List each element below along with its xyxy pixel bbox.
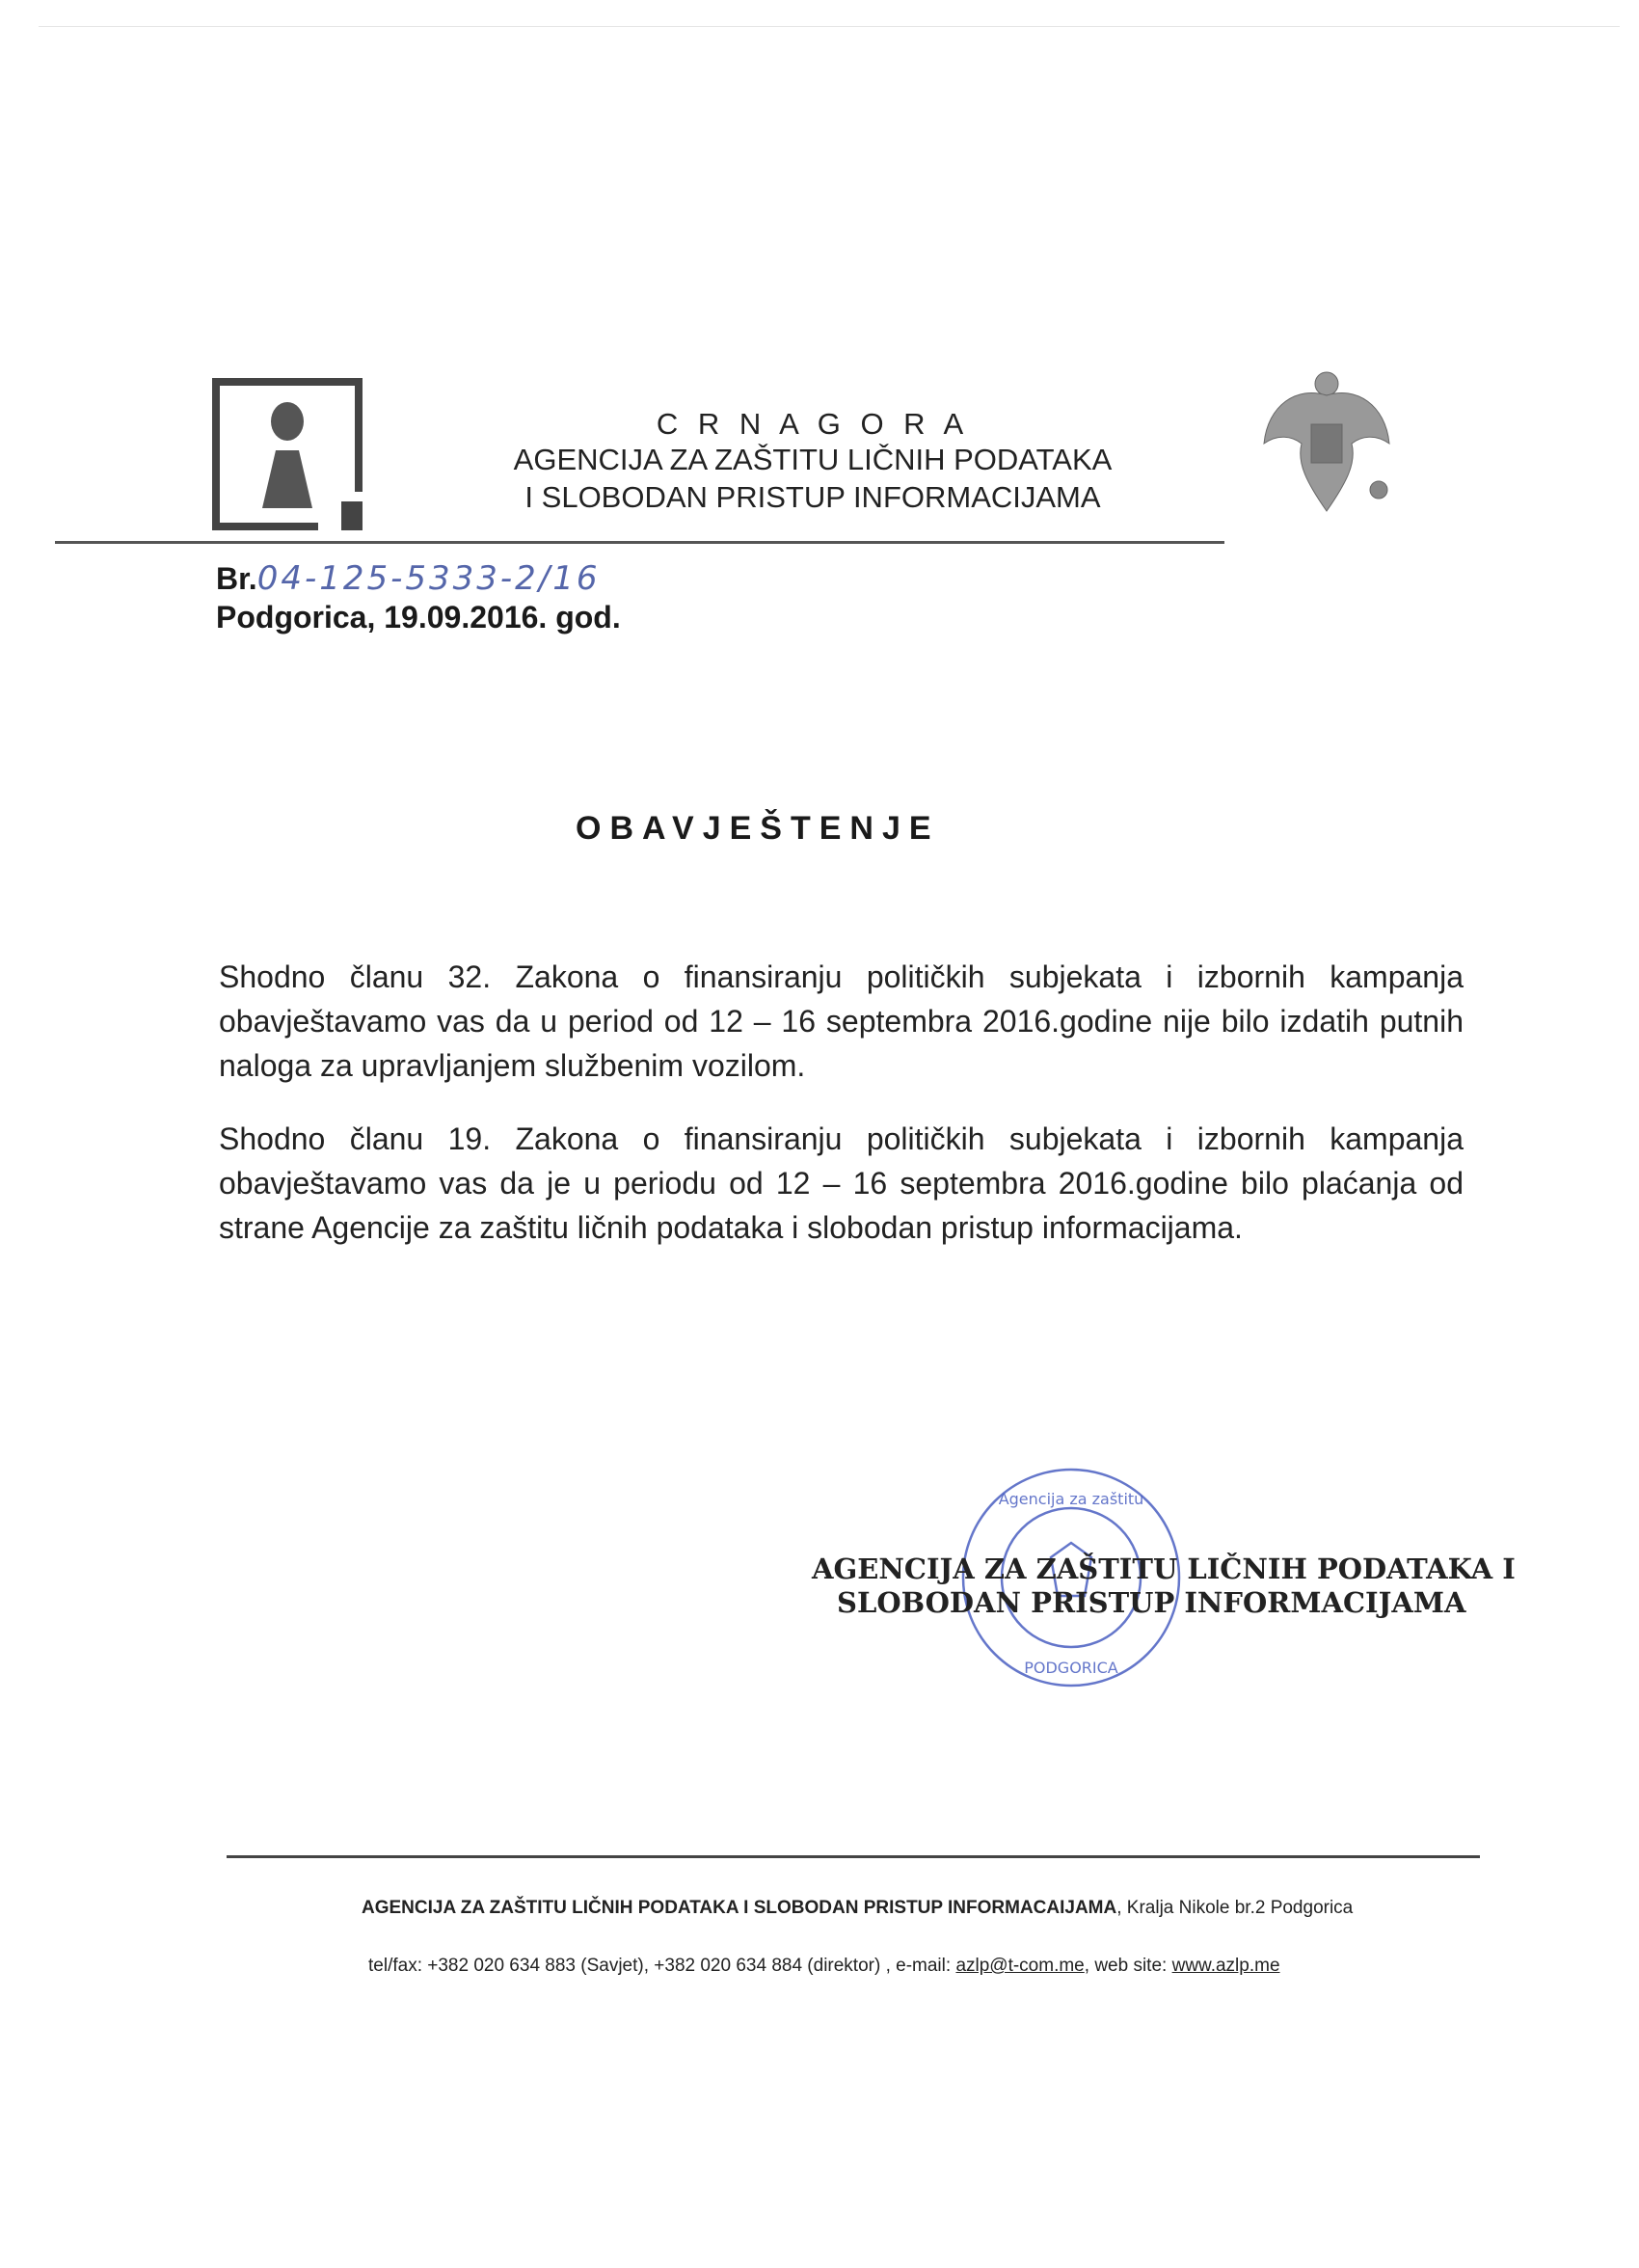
footer-address <box>362 1898 1353 1919</box>
reference-prefix: Br. <box>216 561 257 596</box>
document-title: OBAVJEŠTENJE <box>576 810 940 847</box>
svg-text:Agencija za zaštitu: Agencija za zaštitu <box>998 1490 1144 1508</box>
footer-email-link[interactable]: azlp@t-com.me <box>955 1956 1085 1976</box>
header-agency-line2: I SLOBODAN PRISTUP INFORMACIJAMA <box>524 480 1101 514</box>
header-agency-line1: AGENCIJA ZA ZAŠTITU LIČNIH PODATAKA <box>513 443 1113 476</box>
footer-street: , Kralja Nikole br.2 Podgorica <box>1116 1898 1354 1918</box>
footer-phones: tel/fax: +382 020 634 883 (Savjet), +382 020 634 884 (direktor) , e-mail: <box>368 1956 956 1976</box>
footer-contacts <box>368 1956 1280 1977</box>
header-divider <box>55 541 1224 544</box>
signature-line1: AGENCIJA ZA ZAŠTITU LIČNIH PODATAKA I <box>812 1552 1516 1585</box>
coat-of-arms-icon <box>1258 366 1395 518</box>
footer-agency: AGENCIJA ZA ZAŠTITU LIČNIH PODATAKA I SLOBODAN PRISTUP INFORMACAIJAMA <box>362 1898 1117 1918</box>
agency-logo-icon <box>212 378 363 530</box>
footer-divider <box>227 1855 1480 1858</box>
signature-line2: SLOBODAN PRISTUP INFORMACIJAMA <box>837 1586 1466 1619</box>
footer-web-label: , web site: <box>1084 1956 1172 1976</box>
header-country: C R N A G O R A <box>656 407 970 441</box>
footer-web-link[interactable]: www.azlp.me <box>1171 1956 1280 1976</box>
reference-number <box>216 559 601 598</box>
handwritten-reference: 04-125-5333-2/16 <box>256 559 601 598</box>
svg-text:PODGORICA: PODGORICA <box>1024 1659 1118 1677</box>
paragraph-2: Shodno članu 19. Zakona o finansiranju političkih subjekata i izbornih kampanja obavještavamo vas da je u periodu od 12 – 16 septembra 2016.godine bilo plaćanja od strane Agencije za zaštitu ličnih podataka i slobodan pristup informacijama. <box>219 1121 1464 1245</box>
paragraph-1: Shodno članu 32. Zakona o finansiranju političkih subjekata i izbornih kampanja obavještavamo vas da u period od 12 – 16 septembra 2016.godine nije bilo izdatih putnih naloga za upravljanjem službenim vozilom. <box>219 959 1464 1083</box>
document-date: Podgorica, 19.09.2016. god. <box>216 600 621 634</box>
scan-edge-line <box>39 26 1620 27</box>
